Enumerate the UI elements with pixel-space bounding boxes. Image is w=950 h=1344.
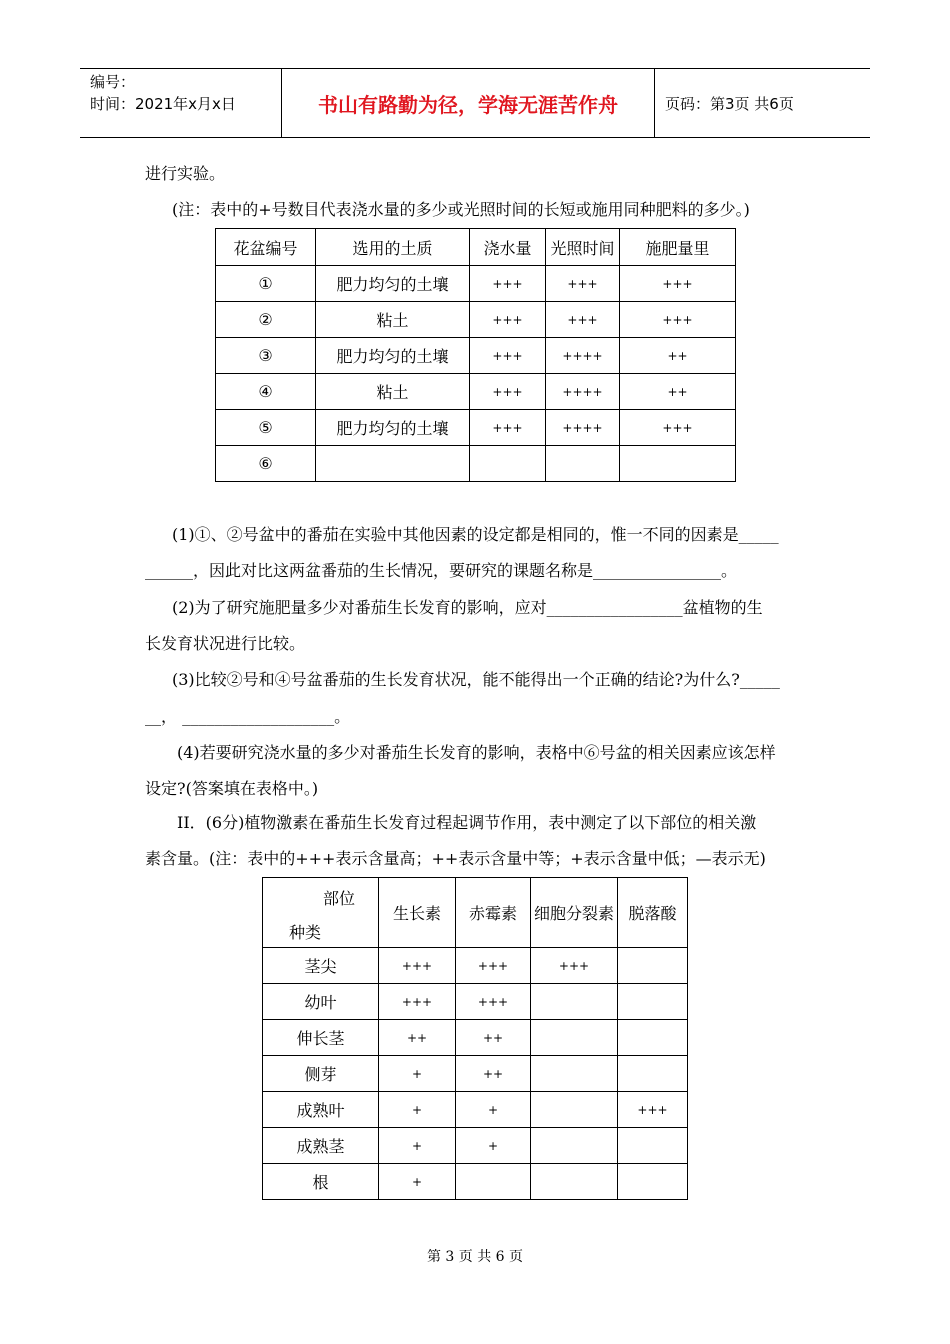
table2-cell: 根 [263, 1164, 379, 1200]
table1-header-row [216, 229, 736, 266]
table2-cell: 茎尖 [263, 948, 379, 984]
table1-header: 选用的土质 [316, 229, 470, 266]
question-3-line1: (3)比较②号和④号盆番茄的生长发育状况，能不能得出一个正确的结论?为什么?_____ [172, 670, 780, 689]
table2-cell [531, 984, 618, 1020]
table-row [216, 338, 736, 374]
corner-cell [263, 878, 379, 948]
table2-cell [531, 1164, 618, 1200]
table2-cell [618, 984, 688, 1020]
table-row [263, 1020, 688, 1056]
table2-cell: ++ [456, 1020, 531, 1056]
table1-cell: +++ [470, 302, 546, 338]
table1-cell: +++ [470, 374, 546, 410]
table2-cell: + [456, 1128, 531, 1164]
table2-cell: 侧芽 [263, 1056, 379, 1092]
table2-cell: + [456, 1092, 531, 1128]
table1-cell: +++ [620, 410, 736, 446]
page-footer: 第 3 页 共 6 页 [426, 1249, 524, 1265]
table2-cell [531, 1092, 618, 1128]
question-4-line1: (4)若要研究浇水量的多少对番茄生长发育的影响，表格中⑥号盆的相关因素应该怎样 [177, 743, 776, 762]
table1-cell: +++ [470, 338, 546, 374]
table1-header: 施肥量里 [620, 229, 736, 266]
section-2-line2: 素含量。(注：表中的+++表示含量高；++表示含量中等；+表示含量中低；—表示无) [145, 849, 766, 868]
table2-cell [531, 1128, 618, 1164]
table2-cell: +++ [618, 1092, 688, 1128]
table1-cell: ⑥ [216, 446, 316, 482]
table2-cell: 幼叶 [263, 984, 379, 1020]
table-row [216, 446, 736, 482]
table2-cell: +++ [531, 948, 618, 984]
table1-cell [316, 446, 470, 482]
table2-cell [531, 1020, 618, 1056]
table2-cell: + [379, 1056, 456, 1092]
question-3-line2: __， ___________________。 [145, 707, 351, 726]
table1-header: 花盆编号 [216, 229, 316, 266]
table2-cell: + [379, 1164, 456, 1200]
header-meta [80, 69, 282, 137]
table1-cell: +++ [470, 410, 546, 446]
corner-top-label: 部位 [323, 889, 356, 908]
table1-cell: ④ [216, 374, 316, 410]
table1-cell: 肥力均匀的土壤 [316, 266, 470, 302]
table1-cell [620, 446, 736, 482]
table1-cell: ⑤ [216, 410, 316, 446]
question-2-line1: (2)为了研究施肥量多少对番茄生长发育的影响，应对_________________盆植物的生 [172, 598, 763, 617]
table2-cell [456, 1164, 531, 1200]
table2-cell [618, 948, 688, 984]
table-row [216, 302, 736, 338]
time-label: 时间：2021年x月x日 [90, 95, 236, 113]
table2-cell: + [379, 1092, 456, 1128]
number-label: 编号： [90, 73, 136, 91]
table-row [263, 1092, 688, 1128]
table2-header: 赤霉素 [456, 878, 531, 948]
text-line1: 进行实验。 [145, 164, 226, 183]
table1-header: 浇水量 [470, 229, 546, 266]
table1-cell: 粘土 [316, 302, 470, 338]
table1-cell: ++++ [546, 374, 620, 410]
question-1-line1: (1)①、②号盆中的番茄在实验中其他因素的设定都是相同的，惟一不同的因素是_____ [172, 525, 779, 544]
hormone-table [262, 877, 688, 1200]
table1-cell: +++ [470, 266, 546, 302]
table2-cell [531, 1056, 618, 1092]
table2-cell: 成熟叶 [263, 1092, 379, 1128]
flowerpot-table [215, 228, 736, 482]
table-row [263, 1056, 688, 1092]
section-2-line1: II．(6分)植物激素在番茄生长发育过程起调节作用，表中测定了以下部位的相关激 [177, 813, 757, 832]
table1-cell: 粘土 [316, 374, 470, 410]
table2-header-row [263, 878, 688, 948]
question-2-line2: 长发育状况进行比较。 [145, 634, 306, 653]
table-row [216, 374, 736, 410]
table2-cell [618, 1020, 688, 1056]
table1-cell: +++ [546, 302, 620, 338]
table2-cell: +++ [379, 984, 456, 1020]
table-row [263, 948, 688, 984]
table1-cell [470, 446, 546, 482]
table2-cell [618, 1056, 688, 1092]
table1-header: 光照时间 [546, 229, 620, 266]
table1-cell: ++ [620, 374, 736, 410]
table1-cell: 肥力均匀的土壤 [316, 410, 470, 446]
table1-cell: ++ [620, 338, 736, 374]
table2-cell: 伸长茎 [263, 1020, 379, 1056]
table2-cell: + [379, 1128, 456, 1164]
table1-cell: ++++ [546, 338, 620, 374]
table-row [263, 984, 688, 1020]
table1-cell: ++++ [546, 410, 620, 446]
header-page-info: 页码：第3页 共6页 [665, 94, 794, 113]
table-row [263, 1128, 688, 1164]
page-header [80, 68, 870, 138]
table2-cell: +++ [456, 948, 531, 984]
table-row [216, 410, 736, 446]
table1-cell: +++ [620, 302, 736, 338]
header-motto: 书山有路勤为径，学海无涯苦作舟 [282, 69, 655, 137]
table1-cell: 肥力均匀的土壤 [316, 338, 470, 374]
table1-cell: +++ [546, 266, 620, 302]
table1-cell: ③ [216, 338, 316, 374]
table2-cell: +++ [379, 948, 456, 984]
table2-cell: ++ [456, 1056, 531, 1092]
table2-cell: ++ [379, 1020, 456, 1056]
table2-header: 脱落酸 [618, 878, 688, 948]
corner-bottom-label: 种类 [289, 923, 322, 942]
table1-note: (注：表中的+号数目代表浇水量的多少或光照时间的长短或施用同种肥料的多少。) [172, 200, 750, 219]
table1-cell: ② [216, 302, 316, 338]
table1-cell: ① [216, 266, 316, 302]
question-1-line2: ______，因此对比这两盆番茄的生长情况，要研究的课题名称是________________。 [145, 561, 738, 580]
table2-cell: 成熟茎 [263, 1128, 379, 1164]
table2-cell [618, 1164, 688, 1200]
table2-cell [618, 1128, 688, 1164]
table1-cell [546, 446, 620, 482]
table2-cell: +++ [456, 984, 531, 1020]
table-row [263, 1164, 688, 1200]
question-4-line2: 设定?(答案填在表格中。) [145, 779, 319, 798]
table2-header: 生长素 [379, 878, 456, 948]
table1-cell: +++ [620, 266, 736, 302]
table-row [216, 266, 736, 302]
table2-header: 细胞分裂素 [531, 878, 618, 948]
